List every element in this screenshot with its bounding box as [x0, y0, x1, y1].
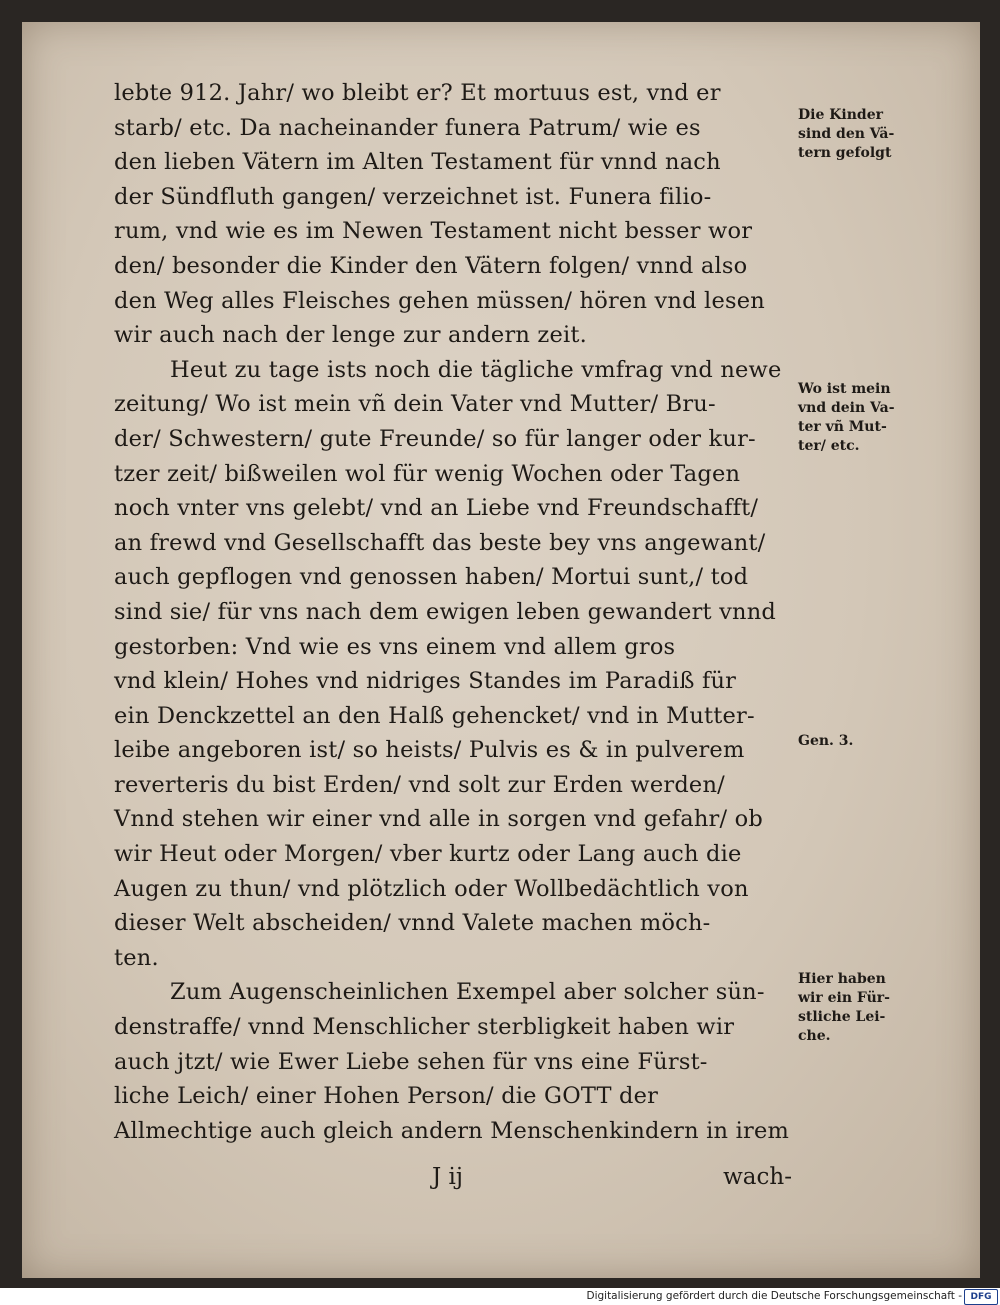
text-line: auch gepflogen vnd genossen haben/ Mortui sunt,/ tod [114, 564, 749, 591]
text-line: starb/ etc. Da nacheinander funera Patrum/ wie es [114, 114, 701, 141]
text-line: den/ besonder die Kinder den Vätern folgen/ vnnd also [114, 252, 748, 279]
text-line: denstraffe/ vnnd Menschlicher sterbligkeit haben wir [114, 1014, 735, 1041]
text-line: ein Denckzettel an den Halß gehencket/ vnd in Mutter- [114, 702, 755, 729]
margin-note [798, 380, 938, 456]
text-line: wir Heut oder Morgen/ vber kurtz oder Lang auch die [114, 841, 742, 868]
margin-note-line: Die Kinder [798, 107, 883, 123]
footer [0, 1288, 1000, 1305]
text-line: auch jtzt/ wie Ewer Liebe sehen für vns eine Fürst- [114, 1048, 708, 1075]
margin-note-line: ter vñ Mut- [798, 419, 887, 435]
text-line: Allmechtige auch gleich andern Menschenkindern in irem [114, 1117, 789, 1144]
dfg-logo-icon: DFG [964, 1289, 998, 1305]
text-line: wir auch nach der lenge zur andern zeit. [114, 322, 587, 349]
margin-note-line: wir ein Für- [798, 990, 890, 1006]
margin-note-line: ter/ etc. [798, 438, 860, 454]
margin-note-line: stliche Lei- [798, 1009, 886, 1025]
text-line: reverteris du bist Erden/ vnd solt zur Erden werden/ [114, 771, 725, 798]
text-line: leibe angeboren ist/ so heists/ Pulvis es & in pulverem [114, 737, 745, 764]
text-line: gestorben: Vnd wie es vns einem vnd allem gros [114, 633, 676, 660]
margin-note [798, 106, 938, 163]
text-line: den Weg alles Fleisches gehen müssen/ hören vnd lesen [114, 287, 765, 314]
book-page [22, 22, 980, 1278]
text-line: zeitung/ Wo ist mein vñ dein Vater vnd Mutter/ Bru- [114, 391, 716, 418]
text-line: tzer zeit/ bißweilen wol für wenig Wochen oder Tagen [114, 460, 741, 487]
text-line: dieser Welt abscheiden/ vnnd Valete machen möch- [114, 910, 711, 937]
text-line: Augen zu thun/ vnd plötzlich oder Wollbedächtlich von [114, 875, 749, 902]
signature-mark: J ij [432, 1164, 464, 1190]
margin-note-line: Wo ist mein [798, 381, 891, 397]
margin-note-line: tern gefolgt [798, 145, 892, 161]
margin-note-line: Hier haben [798, 971, 886, 987]
text-line: liche Leich/ einer Hohen Person/ die GOTT der [114, 1083, 659, 1110]
text-line: der/ Schwestern/ gute Freunde/ so für langer oder kur- [114, 425, 756, 452]
text-line: lebte 912. Jahr/ wo bleibt er? Et mortuus est, vnd er [114, 80, 721, 106]
catchword: wach- [723, 1164, 792, 1190]
main-text [114, 76, 794, 1148]
text-line: Heut zu tage ists noch die tägliche vmfrag vnd newe [170, 356, 782, 383]
text-line: noch vnter vns gelebt/ vnd an Liebe vnd Freundschafft/ [114, 495, 759, 522]
margin-note-line: vnd dein Va- [798, 400, 895, 416]
signature-line [114, 1160, 794, 1194]
funding-notice: Digitalisierung gefördert durch die Deutsche Forschungsgemeinschaft - [586, 1290, 962, 1302]
text-line: an frewd vnd Gesellschafft das beste bey vns angewant/ [114, 529, 766, 556]
text-line: Vnnd stehen wir einer vnd alle in sorgen vnd gefahr/ ob [114, 806, 763, 833]
margin-note [798, 970, 938, 1046]
text-line: Zum Augenscheinlichen Exempel aber solcher sün- [170, 979, 765, 1006]
text-line: rum, vnd wie es im Newen Testament nicht besser wor [114, 218, 753, 245]
margin-note-line: che. [798, 1028, 831, 1044]
margin-note-line: Gen. 3. [798, 733, 854, 749]
margin-note [798, 732, 938, 751]
text-line: den lieben Vätern im Alten Testament für vnnd nach [114, 149, 721, 176]
text-line: sind sie/ für vns nach dem ewigen leben gewandert vnnd [114, 598, 777, 625]
text-line: ten. [114, 944, 159, 971]
text-line: der Sündfluth gangen/ verzeichnet ist. Funera filio- [114, 183, 712, 210]
margin-note-line: sind den Vä- [798, 126, 895, 142]
text-line: vnd klein/ Hohes vnd nidriges Standes im Paradiß für [114, 668, 737, 695]
